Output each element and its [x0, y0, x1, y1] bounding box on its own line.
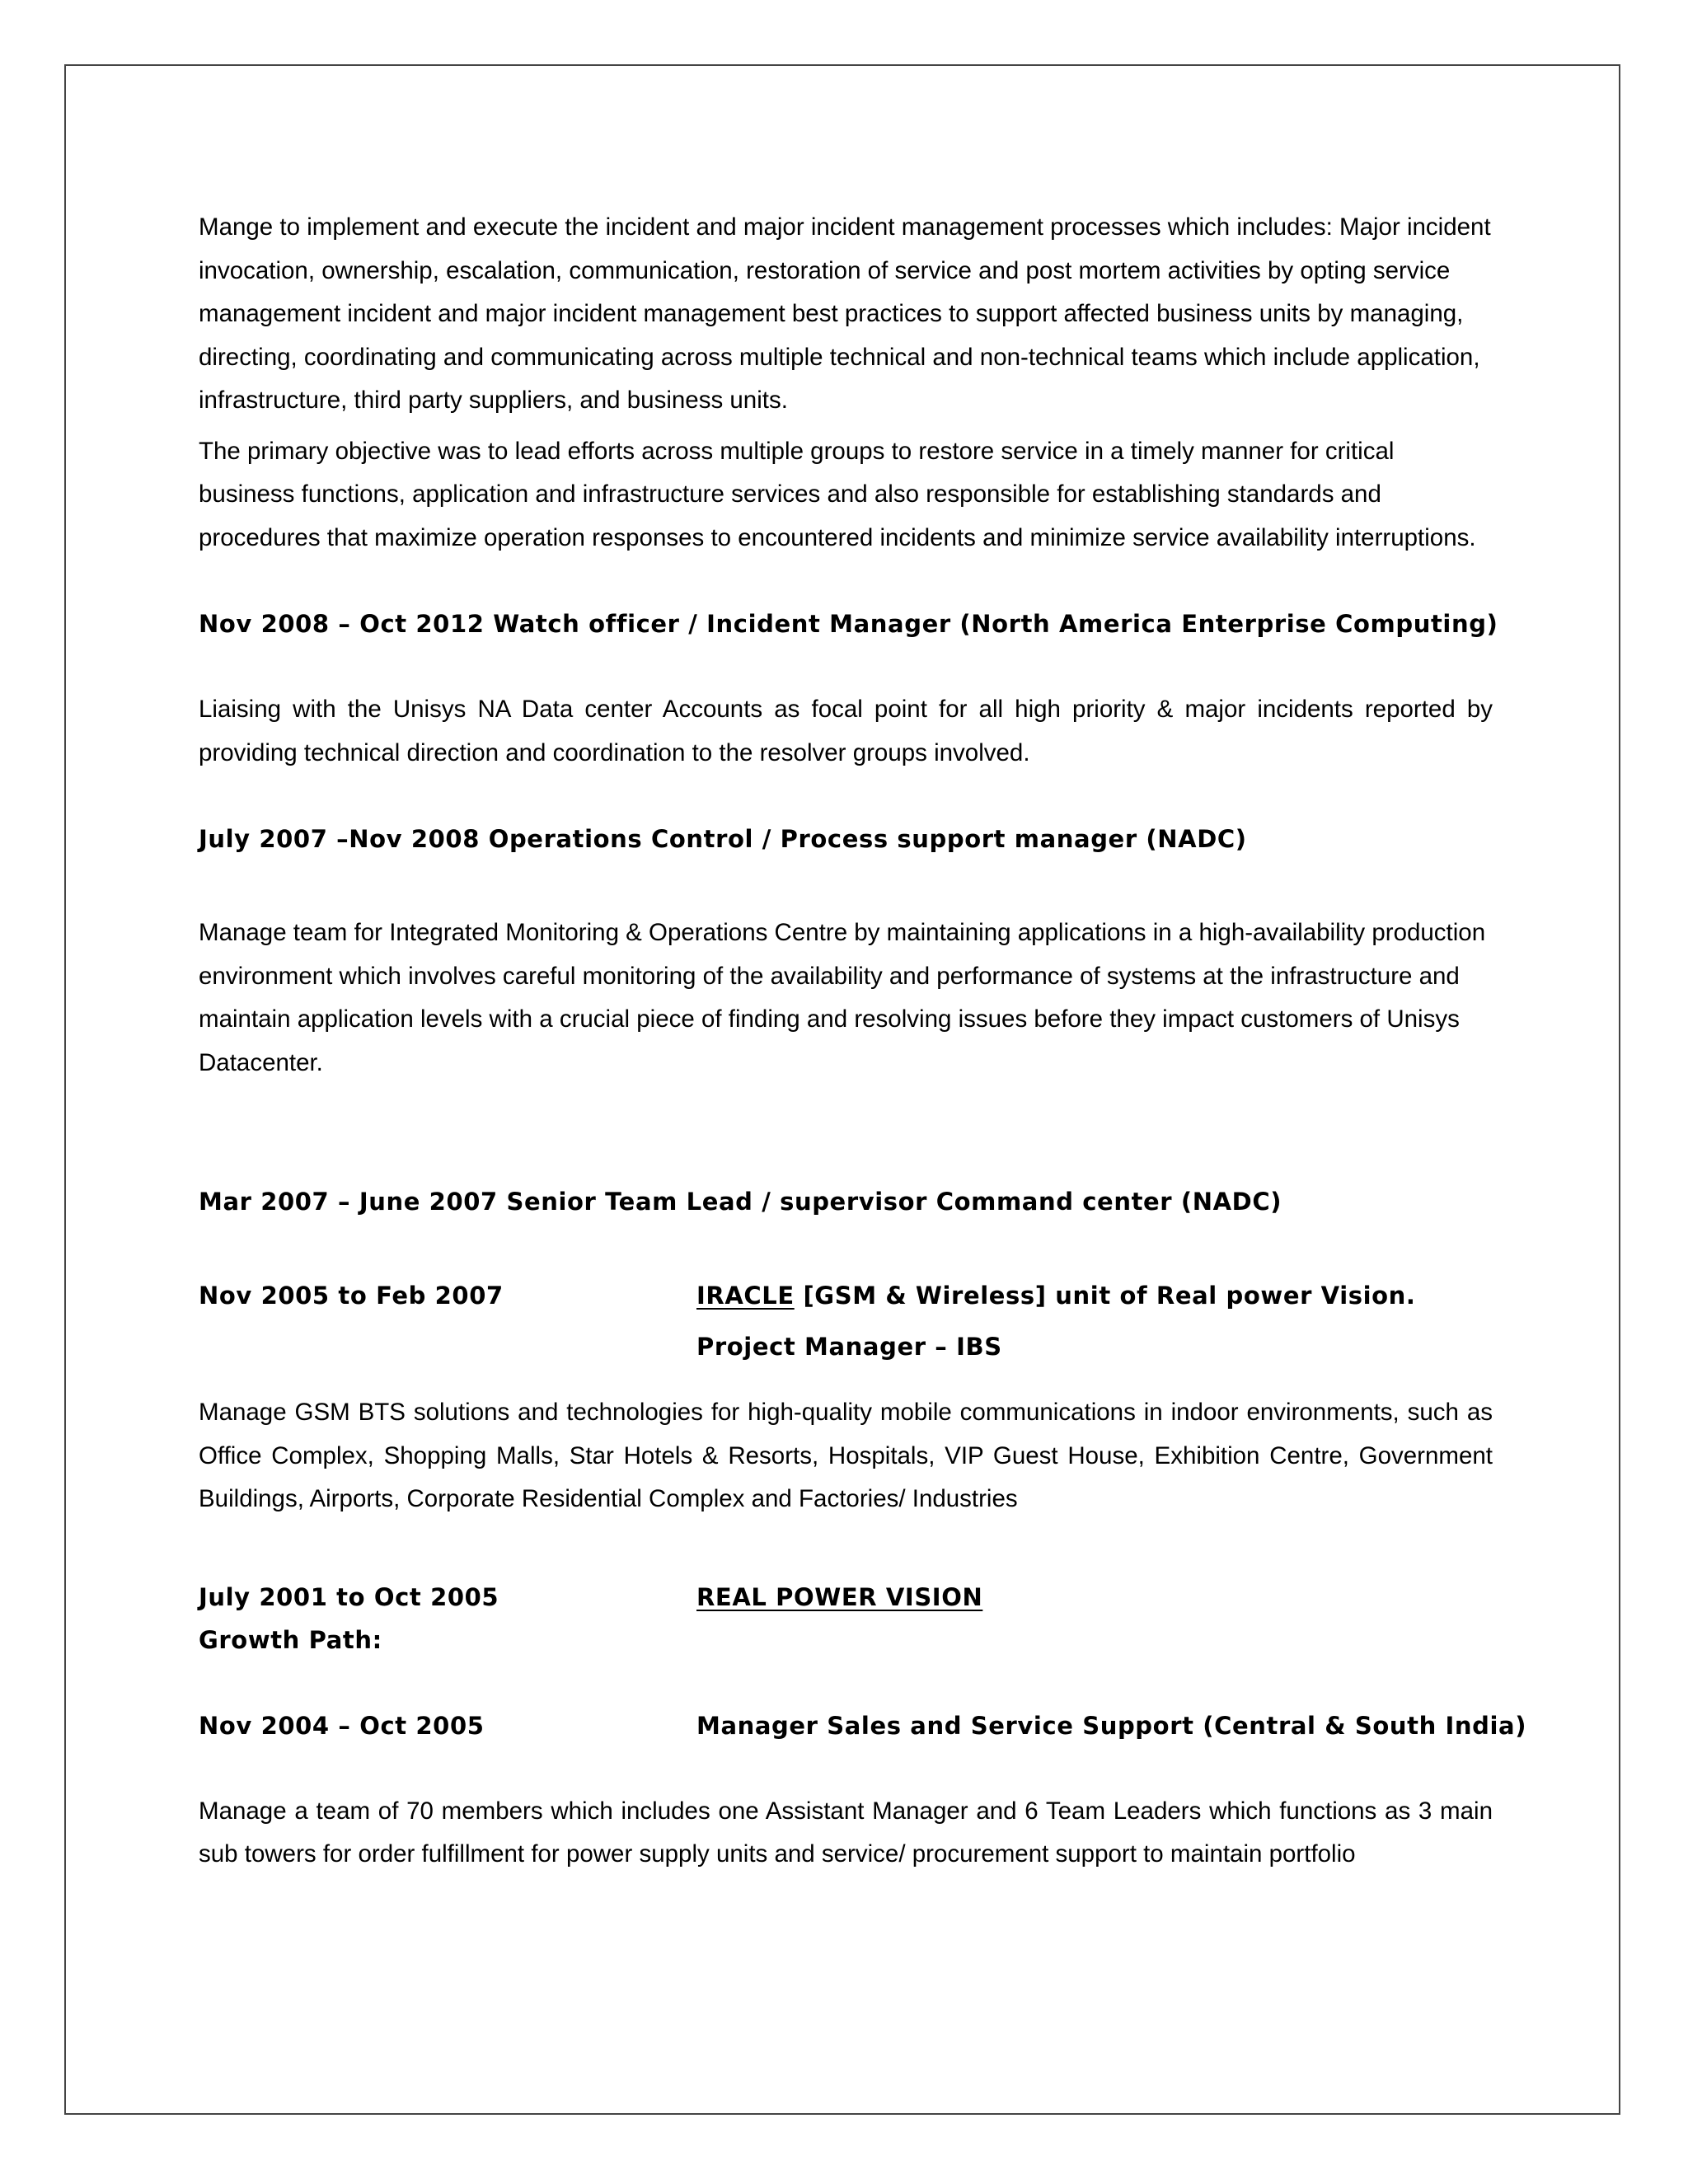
- paragraph-operations-control: Manage team for Integrated Monitoring & Operations Centre by maintaining applications in a high-availability production environment which involves careful monitoring of the availability and performance of systems at the infrastructure and maintain application levels with a crucial piece of finding and resolving issues before they impact customers of Unisys Datacenter.: [199, 919, 1486, 1076]
- rpv-company-name: REAL POWER VISION: [696, 1582, 983, 1611]
- paragraph-iracle: Manage GSM BTS solutions and technologies for high-quality mobile communications in indoor environments, such as Office Complex, Shopping Malls, Star Hotels & Resorts, Hospitals, VIP Guest House, Exhibition Centre, Government Buildings, Airports, Corporate Residential Complex and Factories/ Industries: [199, 1399, 1493, 1512]
- rpv-role-entry: [199, 1704, 1527, 1747]
- iracle-dates: Nov 2005 to Feb 2007: [199, 1282, 504, 1310]
- rpv-role-title: Manager Sales and Service Support (Central & South India): [696, 1711, 1527, 1740]
- rpv-dates: July 2001 to Oct 2005: [199, 1582, 499, 1611]
- paragraph-rpv: Manage a team of 70 members which includes one Assistant Manager and 6 Team Leaders which functions as 3 main sub towers for order fulfillment for power supply units and service/ procurement support to maintain portfolio: [199, 1797, 1493, 1868]
- heading-operations-control: July 2007 –Nov 2008 Operations Control / Process support manager (NADC): [199, 825, 1247, 853]
- rpv-entry: [199, 1576, 1493, 1619]
- iracle-entry: [199, 1274, 1493, 1368]
- resume-content: [199, 206, 1527, 1877]
- heading-senior-team-lead: Mar 2007 – June 2007 Senior Team Lead / supervisor Command center (NADC): [199, 1188, 1282, 1216]
- paragraph-watch-officer: Liaising with the Unisys NA Data center Accounts as focal point for all high priority & major incidents reported by providing technical direction and coordination to the resolver groups involved.: [199, 696, 1493, 766]
- paragraph-primary-objective: The primary objective was to lead efforts across multiple groups to restore service in a timely manner for critical business functions, application and infrastructure services and also responsible for establishing standards and procedures that maximize operation responses to encountered incidents and minimize service availability interruptions.: [199, 437, 1476, 551]
- iracle-job-title: Project Manager – IBS: [696, 1333, 1002, 1361]
- heading-watch-officer: Nov 2008 – Oct 2012 Watch officer / Incident Manager (North America Enterprise Computing): [199, 610, 1498, 638]
- iracle-details: [696, 1274, 1416, 1368]
- growth-path-label: Growth Path:: [199, 1625, 382, 1654]
- iracle-company-name: IRACLE: [696, 1282, 795, 1310]
- iracle-company-line: [696, 1274, 1416, 1317]
- iracle-company-desc: [GSM & Wireless] unit of Real power Vision.: [794, 1282, 1416, 1310]
- rpv-role-dates: Nov 2004 – Oct 2005: [199, 1711, 485, 1740]
- paragraph-incident-management: Mange to implement and execute the incident and major incident management processes which includes: Major incident invocation, ownership, escalation, communication, restoration of service and post mortem activities by opting service management incident and major incident management best practices to support affected business units by managing, directing, coordinating and communicating across multiple technical and non-technical teams which include application, infrastructure, third party suppliers, and business units.: [199, 213, 1491, 414]
